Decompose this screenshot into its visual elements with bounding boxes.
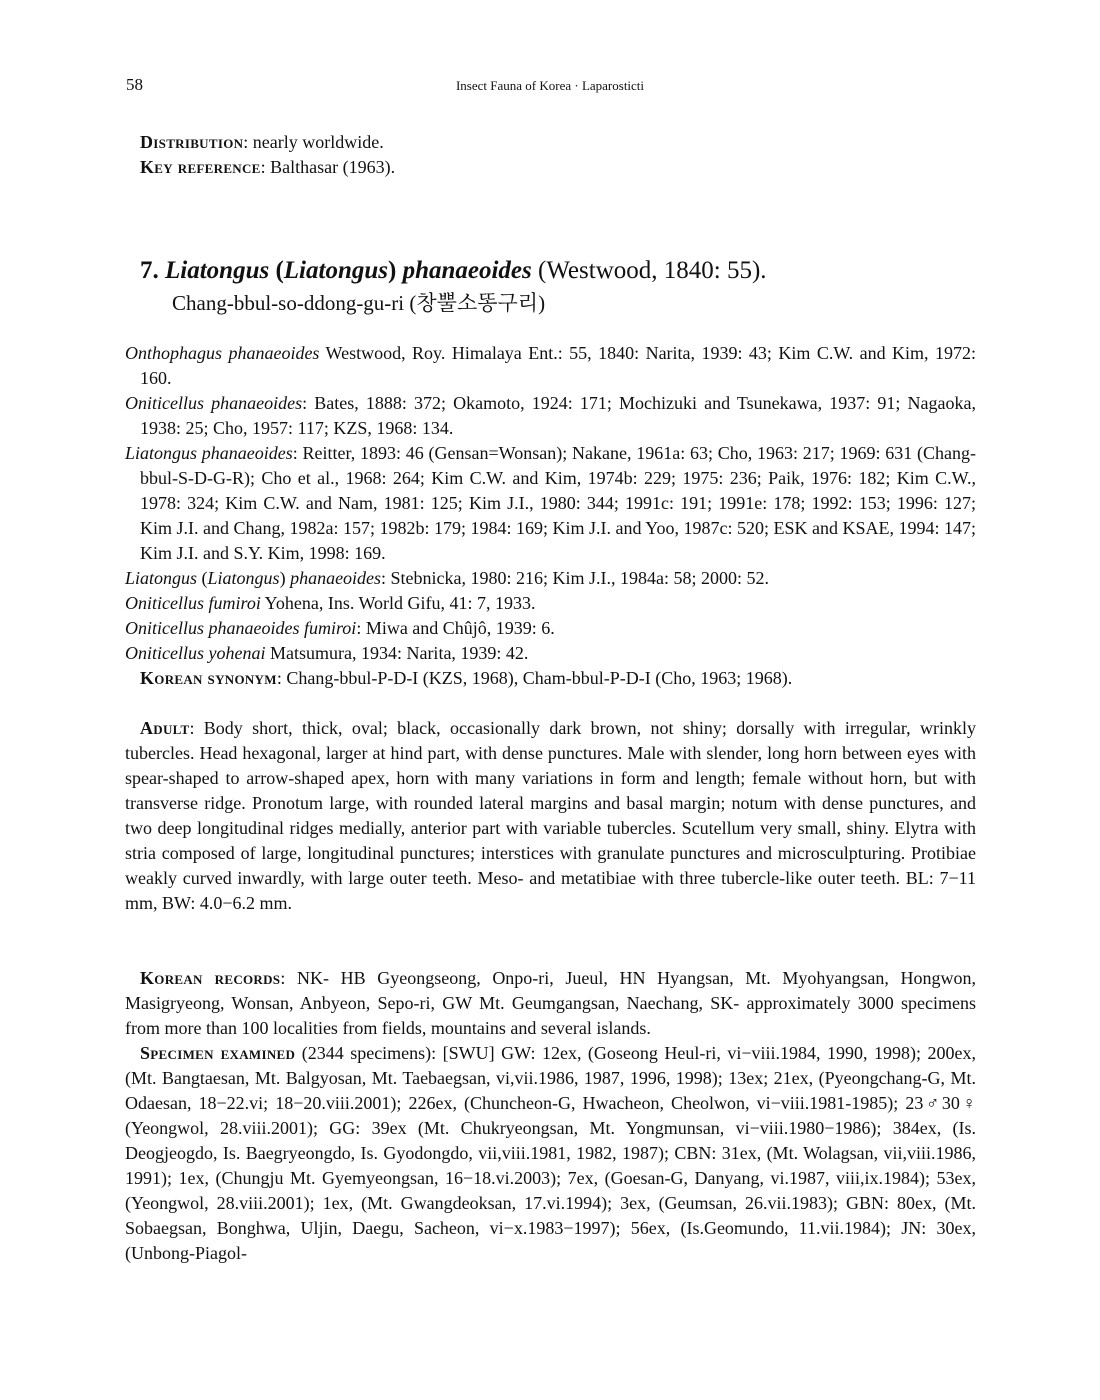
distribution-line (125, 130, 976, 155)
page-number: 58 (126, 75, 143, 94)
synonym-entry (125, 341, 976, 391)
korean-records-paragraph (125, 966, 976, 1041)
synonym-text: : Miwa and Chûjô, 1939: 6. (356, 618, 555, 638)
species-genus: Liatongus (165, 257, 270, 284)
synonymy-block (125, 341, 976, 691)
synonym-name: Oniticellus fumiroi (125, 593, 261, 613)
synonym-name: Onthophagus phanaeoides (125, 343, 320, 363)
adult-text: : Body short, thick, oval; black, occasionally dark brown, not shiny; dorsally with irregular, wrinkly tubercles. Head hexagonal, larger at hind part, with dense punctures. Male with slender, long horn between eyes with spear-shaped to arrow-shaped apex, horn with many variations in form and length; female without horn, but with transverse ridge. Pronotum large, with rounded lateral margins and basal margin; notum with dense punctures, and two deep longitudinal ridges medially, anterior part with variable tubercles. Scutellum very small, shiny. Elytra with stria composed of large, longitudinal punctures; interstices with granulate punctures and microsculpturing. Protibiae weakly curved inwardly, with large outer teeth. Meso- and metatibiae with three tubercle-like outer teeth. BL: 7−11 mm, BW: 4.0−6.2 mm. (125, 718, 976, 913)
synonym-entry (125, 641, 976, 666)
synonym-subgenus: Liatongus (207, 568, 280, 588)
synonym-text: : Reitter, 1893: 46 (Gensan=Wonsan); Nakane, 1961a: 63; Cho, 1963: 217; 1969: 631 (Chang-bbul-S-D-G-R); Cho et al., 1968: 264; Kim C.W. and Kim, 1974b: 229; 1975: 236; Paik, 1976: 182; Kim C.W., 1978: 324; Kim C.W. and Nam, 1981: 125; Kim J.I., 1980: 344; 1991c: 191; 1991e: 178; 1992: 153; 1996: 127; Kim J.I. and Chang, 1982a: 157; 1982b: 179; 1984: 169; Kim J.I. and Yoo, 1987c: 520; ESK and KSAE, 1994: 147; Kim J.I. and S.Y. Kim, 1998: 169. (140, 443, 976, 563)
distribution-block (125, 130, 976, 180)
korean-synonym-line (125, 666, 976, 691)
synonym-name: Oniticellus phanaeoides fumiroi (125, 618, 357, 638)
synonym-name: Liatongus (125, 568, 198, 588)
synonym-entry (125, 566, 976, 591)
synonym-entry (125, 591, 976, 616)
specimen-label: Specimen examined (140, 1043, 296, 1063)
synonym-paren-open: ( (197, 568, 208, 588)
distribution-label: Distribution (140, 132, 244, 152)
key-reference-line (125, 155, 976, 180)
adult-paragraph (125, 716, 976, 916)
synonym-text: Yohena, Ins. World Gifu, 41: 7, 1933. (260, 593, 536, 613)
synonym-name: Oniticellus yohenai (125, 643, 266, 663)
synonym-paren-close: ) (279, 568, 291, 588)
adult-block (125, 716, 976, 916)
subgenus-close: ) (387, 257, 397, 284)
key-reference-text: : Balthasar (1963). (260, 157, 396, 177)
synonym-name: Oniticellus phanaeoides (125, 393, 303, 413)
synonym-entry (125, 391, 976, 441)
key-reference-label: Key reference (140, 157, 261, 177)
synonym-entry (125, 441, 976, 566)
synonym-text: : Stebnicka, 1980: 216; Kim J.I., 1984a: 58; 2000: 52. (381, 568, 770, 588)
synonym-name: Liatongus phanaeoides (125, 443, 293, 463)
species-number: 7. (140, 257, 159, 284)
specimen-text: (2344 specimens): [SWU] GW: 12ex, (Goseong Heul-ri, vi−viii.1984, 1990, 1998); 200ex, (Mt. Bangtaesan, Mt. Balgyosan, Mt. Taebaegsan, vi,vii.1986, 1987, 1996, 1998); 13ex; 21ex, (Pyeongchang-G, Mt. Odaesan, 18−22.vi; 18−20.viii.2001); 226ex, (Chuncheon-G, Hwacheon, Cheolwon, vi−viii.1981-1985); 23♂30♀ (Yeongwol, 28.viii.2001); GG: 39ex (Mt. Chukryeongsan, Mt. Yongmunsan, vi−viii.1980−1986); 384ex, (Is. Deogjeogdo, Is. Baegryeongdo, Is. Gyodongdo, vii,viii.1981, 1982, 1987); CBN: 31ex, (Mt. Wolagsan, vii,viii.1986, 1991); 1ex, (Chungju Mt. Gyemyeongsan, 16−18.vi.2003); 7ex, (Goesan-G, Danyang, vi.1987, viii,ix.1984); 53ex, (Yeongwol, 28.viii.2001); 1ex, (Mt. Gwangdeoksan, 17.vi.1994); 3ex, (Geumsan, 26.vii.1983); GBN: 80ex, (Mt. Sobaegsan, Bonghwa, Uljin, Daegu, Sacheon, vi−x.1983−1997); 56ex, (Is.Geomundo, 11.vii.1984); JN: 30ex, (Unbong-Piagol- (125, 1043, 976, 1263)
korean-synonym-text: : Chang-bbul-P-D-I (KZS, 1968), Cham-bbul-P-D-I (Cho, 1963; 1968). (276, 668, 793, 688)
subgenus-open: ( (269, 257, 284, 284)
synonym-epithet: phanaeoides (290, 568, 382, 588)
species-subgenus: Liatongus (283, 257, 388, 284)
korean-name: Chang-bbul-so-ddong-gu-ri (창뿔소똥구리) (172, 291, 546, 315)
species-epithet: phanaeoides (396, 257, 532, 284)
specimen-paragraph (125, 1041, 976, 1266)
korean-records-text: : NK- HB Gyeongseong, Onpo-ri, Jueul, HN Hyangsan, Mt. Myohyangsan, Hongwon, Masigryeong, Wonsan, Anbyeon, Sepo-ri, GW Mt. Geumgangsan, Naechang, SK- approximately 3000 specimens from more than 100 localities from fields, mountains and several islands. (125, 968, 977, 1038)
adult-label: Adult (140, 718, 190, 738)
species-authority: (Westwood, 1840: 55). (531, 257, 767, 284)
running-title: Insect Fauna of Korea · Laparosticti (455, 78, 645, 93)
synonym-text: Westwood, Roy. Himalaya Ent.: 55, 1840: Narita, 1939: 43; Kim C.W. and Kim, 1972: 160. (140, 343, 976, 388)
korean-synonym-label: Korean synonym (140, 668, 277, 688)
synonym-text: : Bates, 1888: 372; Okamoto, 1924: 171; Mochizuki and Tsunekawa, 1937: 91; Nagaoka, 1938: 25; Cho, 1957: 117; KZS, 1968: 134. (140, 393, 976, 438)
species-title (140, 256, 767, 286)
distribution-text: : nearly worldwide. (243, 132, 384, 152)
synonym-text: Matsumura, 1934: Narita, 1939: 42. (265, 643, 529, 663)
records-block (125, 966, 976, 1266)
synonym-entry (125, 616, 976, 641)
korean-records-label: Korean records (140, 968, 281, 988)
